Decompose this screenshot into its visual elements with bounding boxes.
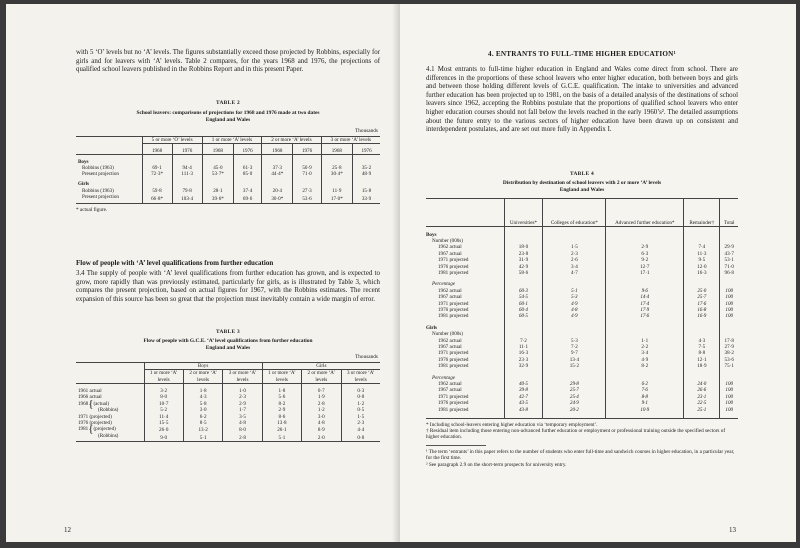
table-row: Present projection 66·8* 103·4 39·6* 69·6 30·0* 53·6 17·0* 33·9 (76, 194, 380, 203)
table-2-subtitle: England and Wales (205, 117, 251, 123)
table-4 (426, 171, 738, 441)
t2-year: 1968 (142, 144, 172, 155)
table-row: 1976 projected 42·9 3·4 12·7 12·0 71·0 (426, 264, 738, 270)
table-3-caption: TABLE 3 (215, 329, 241, 335)
t2-year: 1968 (262, 144, 293, 155)
table-row: 1981 projected 32·9 15·2 8·2 18·9 75·1 (426, 363, 738, 369)
t2-group-h: 3 or more ‘A’ levels (321, 137, 380, 144)
table-4-title: Distribution by destination of school leavers with 2 or more ‘A’ levels (502, 180, 662, 186)
t3-boys: Boys (144, 363, 262, 370)
t4-boys-label: Boys (426, 232, 738, 238)
table-row: 1967 actual 11·1 7·2 2·2 7·5 27·9 (426, 344, 738, 350)
table-row: 1967 actual 54·5 5·3 14·4 25·7 100 (426, 294, 738, 300)
table-row: 1962 actual 60·3 5·1 9·6 25·0 100 (426, 288, 738, 294)
t4-girls-label: Girls (426, 325, 738, 331)
footnote-1: ¹ The term ‘entrants’ in this paper refers to the number of students who enter full-time and sandwich courses in higher education, in a particular year, for the first time. (426, 449, 735, 462)
t2-boys-label: Boys (78, 158, 89, 165)
table-3-subtitle: England and Wales (205, 345, 251, 351)
paragraph-4-1: 4.1 Most entrants to full-time higher education in England and Wales come direct from school. There are differences in the proportions of these school leavers who enter higher education, both between boys and girls and between those holding different levels of G.C.E. qualification. The intake to universities and advanced further education has been projected up to 1981, on the basis of a detailed analysis of the destinations of school leavers since 1962, accepting the Robbins postulate that the proportions of qualified school leavers who enter higher education courses should not fall below the levels reached in the early 1960’s². The detailed assumptions about the future entry to the various sectors of higher education have been drawn up on consistent and interdependent postulates, and are set out more fully in Appendix I. (426, 66, 738, 134)
paragraph-3-4: 3.4 The supply of people with ‘A’ level qualifications from further education has grown, and is expected to grow, more rapidly than was previously estimated, particularly for girls, as is illustrated by Table 3, which compares the present projection, based on actual figures for 1967, with the Robbins estimates. The recent expansion of this source has been so great that the projection must inevitably contain a wide margin of error. (76, 270, 380, 303)
table-row: 1981 projected 43·8 20·2 10·9 25·1 100 (426, 407, 738, 413)
table-row: 1976 projected 60·4 4·8 17·9 16·8 100 (426, 307, 738, 313)
table-row: 1981 projected 60·5 4·9 17·6 16·9 100 (426, 313, 738, 319)
chapter-4 (426, 50, 738, 135)
table-row: 1962 actual 7·2 5·3 1·1 4·3 17·8 (426, 338, 738, 344)
table-4-subtitle: England and Wales (559, 187, 605, 193)
t2-year: 1976 (293, 144, 321, 155)
table-row: 1961 actual 3·2 1·8 1·0 1·8 0·7 0·3 (76, 388, 380, 394)
table-2-title: School leavers: comparisons of projections for 1968 and 1976 made at two dates (136, 110, 320, 116)
table-row: 1971 projected 42·7 25·4 8·8 23·1 100 (426, 394, 738, 400)
t2-year: 1976 (234, 144, 262, 155)
t2-year: 1976 (172, 144, 202, 155)
table-row: 1976 projected 43·5 24·9 9·1 22·5 100 (426, 400, 738, 406)
intro-paragraph: with 5 ‘O’ levels but no ‘A’ levels. The figures substantially exceed those projected by Robbins, especially for girls and for leavers with ‘A’ levels. Table 2 compares, for the years 1968 and 1976, the projections of qualified school leavers published in the Robbins Report and in this present Paper. (76, 49, 380, 74)
table-2 (76, 100, 380, 213)
page-number-left: 12 (64, 526, 71, 534)
t2-year: 1976 (353, 144, 380, 155)
footnote-2: ² See paragraph 2.9 on the short-term prospects for university entry. (426, 461, 567, 468)
t4-number-label: Number (000s) (426, 238, 738, 244)
table-3-title: Flow of people with G.C.E. ‘A’ level qualifications from further education (143, 338, 313, 344)
table-3-unit: Thousands (355, 354, 378, 360)
right-page (400, 4, 796, 542)
table-3-grid: Boys Girls 1 or more ‘A’ levels 2 or more ‘A’ levels 3 or more ‘A’ levels 1 or more ‘A’ levels 2 or more ‘A’ levels 3 or more ‘A’ levels 1961 actual 3·2 1·8 1·0 1·8 0·7 0·3 1966 actual 8·0 4·3 2·3 5·6 1·9 0·8 1968{(actual) 10·7 5·8 2·9 8·2 2·8 1·2 (Robbins) 5·2 3·0 1·7 2·9 1·2 0·5 1971 (projected) 11·4 6·2 3·5 8·6 3·0 1·5 1976 (projected) 15·5 8·5 4·8 13·8 4·8 2·3 1981{(projected) 26·0 13·2 8·0 26·1 8·9 4·4 (Robbins) 9·0 5·1 2·8 5·1 2·0 0·8 (76, 362, 380, 442)
chapter-heading: 4. ENTRANTS TO FULL-TIME HIGHER EDUCATION¹ (488, 50, 676, 58)
table-3 (76, 329, 380, 442)
table-4-grid: Universities* Colleges of education* Advanced further education* Remainder† Total Boys Number (000s) 1962 actual 18·0 1·5 2·9 7·4 29·9 1967 actual 23·8 2·3 6·3 11·3 43·7 1971 projected 31·9 2·6 9·2 9·5 53·1 1976 projected 42·9 3·4 12·7 12·0 71·0 1981 projected 58·6 4·7 17·1 16·3 96·8 Percentage 1962 actual 60·3 5·1 9·6 25·0 100 1967 actual 54·5 5·3 14·4 25·7 100 1971 projected 60·1 4·9 17·4 17·6 100 1976 projected 60·4 4·8 17·9 16·8 100 1981 projected 60·5 4·9 17·6 16·9 100 Girls Number (000s) 1962 actual 7·2 5·3 1·1 4·3 17·8 1967 actual 11·1 7·2 2·2 7·5 27·9 1971 projected 16·3 9·7 3·4 8·8 38·2 1976 projected 23·3 13·4 4·9 12·1 53·6 1981 projected 32·9 15·2 8·2 18·9 75·1 Percentage 1962 actual 40·5 29·8 6·2 24·0 100 1967 actual 39·8 25·7 7·6 26·6 100 1971 projected 42·7 25·4 8·8 23·1 100 1976 projected 43·5 24·9 9·1 22·5 100 1981 projected 43·8 20·2 10·9 25·1 100 (426, 198, 738, 419)
footnote-rule (426, 445, 486, 446)
table-row: 1967 actual 23·8 2·3 6·3 11·3 43·7 (426, 251, 738, 257)
t4-percentage-label: Percentage (426, 375, 738, 381)
table-2-unit: Thousands (355, 128, 378, 134)
table-row: 1971 projected 16·3 9·7 3·4 8·8 38·2 (426, 350, 738, 356)
table-2-footnote: * actual figure. (76, 206, 108, 213)
table-row: 1976 projected 23·3 13·4 4·9 12·1 53·6 (426, 357, 738, 363)
page-number-right: 13 (729, 526, 736, 534)
section-3-4 (76, 259, 380, 304)
spacer-row (426, 413, 738, 418)
table-row: Robbins (1963) 69·1 94·4 45·0 61·3 37·3 50·9 25·8 35·2 (76, 165, 380, 171)
table-row: 1966 actual 8·0 4·3 2·3 5·6 1·9 0·8 (76, 394, 380, 400)
table-4-note-2: † Residual item including those entering non-advanced further education or employment or professional training outside the specified sectors of higher education. (426, 427, 726, 441)
t2-girls-label: Girls (78, 181, 90, 188)
section-heading: Flow of people with ‘A’ level qualifications from further education (76, 259, 274, 267)
table-row: 1962 actual 40·5 29·8 6·2 24·0 100 (426, 381, 738, 387)
table-row: Present projection 72·3* 111·3 53·7* 85·0 44·4* 71·0 30·4* 48·9 (76, 171, 380, 177)
table-row: (Robbins) 9·0 5·1 2·8 5·1 2·0 0·8 (76, 433, 380, 442)
table-row: (Robbins) 5·2 3·0 1·7 2·9 1·2 0·5 (76, 407, 380, 413)
t4-number-label: Number (000s) (426, 331, 738, 337)
page-footnotes (426, 449, 738, 468)
t2-year: 1968 (321, 144, 352, 155)
left-page (6, 4, 400, 542)
table-row: 1971 projected 31·9 2·6 9·2 9·5 53·1 (426, 257, 738, 263)
table-row: 1981{(projected) 26·0 13·2 8·0 26·1 8·9 4·4 (76, 426, 380, 433)
t2-group-h: 5 or more ‘O’ levels (142, 137, 202, 144)
table-row: 1976 (projected) 15·5 8·5 4·8 13·8 4·8 2·3 (76, 420, 380, 426)
table-row: 1968{(actual) 10·7 5·8 2·9 8·2 2·8 1·2 (76, 401, 380, 408)
table-row: Robbins (1963) 59·8 79·8 28·1 37·4 20·4 27·3 11·9 15·8 (76, 188, 380, 194)
table-2-caption: TABLE 2 (215, 100, 241, 106)
t2-group-h: 2 or more ‘A’ levels (262, 137, 321, 144)
t2-year: 1968 (202, 144, 233, 155)
t2-group-h: 1 or more ‘A’ levels (202, 137, 261, 144)
table-row: 1971 (projected) 11·4 6·2 3·5 8·6 3·0 1·5 (76, 414, 380, 420)
table-row: 1962 actual 18·0 1·5 2·9 7·4 29·9 (426, 244, 738, 250)
table-2-grid (76, 136, 380, 204)
t3-girls: Girls (262, 363, 380, 370)
table-4-caption: TABLE 4 (569, 171, 595, 177)
t4-percentage-label: Percentage (426, 281, 738, 287)
table-row: 1971 projected 60·1 4·9 17·4 17·6 100 (426, 301, 738, 307)
table-row: 1967 actual 39·8 25·7 7·6 26·6 100 (426, 387, 738, 393)
table-row: 1981 projected 58·6 4·7 17·1 16·3 96·8 (426, 270, 738, 276)
table-4-note-1: * Including school-leavers entering higher education via ‘temporary employment’. (426, 421, 598, 428)
